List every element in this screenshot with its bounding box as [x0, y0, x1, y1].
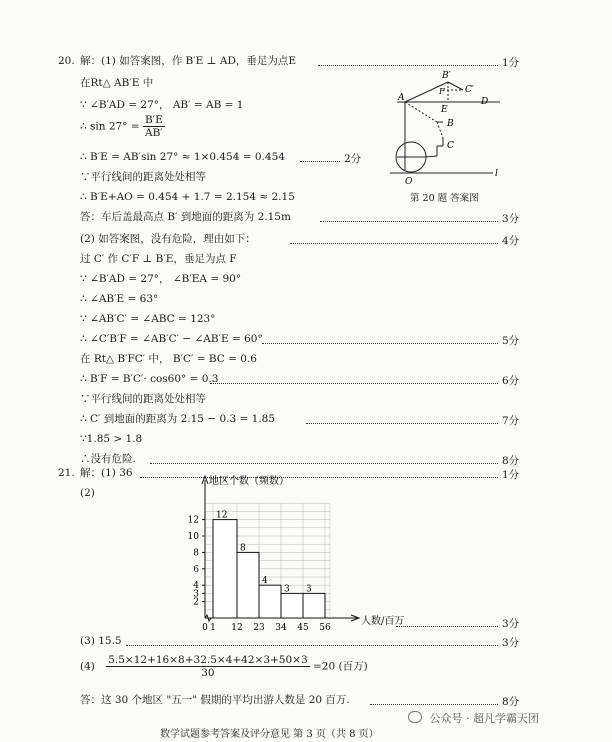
q21-number: 21.	[58, 467, 75, 479]
score-mark: 2分	[344, 153, 362, 165]
sin-prefix: ∴ sin 27° =	[80, 120, 140, 133]
leader-dots	[306, 423, 498, 424]
q20-answer-figure	[385, 60, 505, 205]
fraction-denominator: 30	[201, 667, 215, 679]
x-tick-label: 45	[297, 623, 309, 633]
score-mark: 1分	[502, 469, 520, 481]
page-footer: 数学试题参考答案及评分意见 第 3 页（共 8 页）	[160, 729, 379, 740]
q21-line: (2)	[80, 487, 95, 499]
q20-line: ∴ B′E+AO = 0.454 + 1.7 = 2.154 ≈ 2.15	[80, 191, 295, 203]
x-tick-label: 0	[202, 623, 208, 633]
label-b-prime: B′	[442, 71, 451, 81]
watermark-text: 公众号 · 超凡学霸天团	[429, 712, 539, 725]
q20-line: ∴ B′E = AB′sin 27° ≈ 1×0.454 = 0.454	[80, 151, 285, 163]
watermark	[408, 710, 539, 726]
y-tick-label: 8	[193, 548, 199, 559]
x-axis-title: 人数/百万	[361, 616, 405, 627]
leader-dots	[150, 463, 498, 464]
q21-mean-line	[80, 654, 368, 679]
q20-line: 在 Rt△ B′FC′ 中， B′C′ = BC = 0.6	[80, 353, 257, 365]
q20-line: 在Rt△ AB′E 中	[80, 77, 154, 89]
q20-line: ∴ ∠C′B′F = ∠AB′C′ − ∠AB′E = 60°	[80, 333, 263, 345]
score-mark: 6分	[502, 375, 520, 387]
q20-line: ∵1.85 > 1.8	[80, 433, 143, 445]
y-tick-label: 10	[187, 532, 199, 542]
q20-line: ∵ ∠B′AD = 27°， ∠B′EA = 90°	[80, 273, 242, 285]
q20-part2: (2) 如答案图，没有危险，理由如下：	[80, 233, 256, 245]
score-mark: 8分	[502, 455, 520, 467]
histogram-bar	[303, 593, 325, 618]
label-a: A	[398, 93, 405, 103]
bar-value-label: 12	[216, 510, 228, 521]
histogram-chart	[175, 472, 405, 638]
q20-line: ∵ ∠AB′C′ = ∠ABC = 123°	[80, 313, 216, 325]
score-mark: 8分	[502, 696, 520, 708]
leader-dots	[126, 645, 498, 646]
score-mark: 3分	[502, 637, 520, 649]
x-tick-label: 34	[275, 623, 287, 633]
q20-answer: 答：车后盖最高点 B′ 到地面的距离为 2.15m	[80, 211, 291, 223]
fraction-denominator: AB′	[145, 127, 163, 139]
q20-line: ∴ ∠AB′E = 63°	[80, 293, 159, 305]
score-mark: 7分	[502, 415, 520, 427]
q20-line: ∵平行线间的距离处处相等	[80, 393, 206, 405]
leader-dots	[320, 221, 498, 222]
y-tick-label: 2	[193, 597, 199, 608]
y-tick-label: 6	[193, 564, 199, 575]
histogram-bar	[281, 593, 303, 618]
label-b: B	[447, 119, 454, 129]
q20-line: ∴没有危险.	[80, 453, 136, 465]
q20-line: ∵平行线间的距离处处相等	[80, 171, 206, 183]
score-mark: 3分	[502, 618, 520, 630]
score-mark: 3分	[502, 213, 520, 225]
score-mark: 1分	[502, 57, 520, 69]
q21-line: (3) 15.5	[80, 635, 122, 647]
label-l: l	[495, 169, 498, 179]
wechat-icon	[408, 711, 422, 723]
leader-dots	[262, 343, 498, 344]
q21-line: 解：(1) 36	[80, 467, 133, 479]
figure-caption: 第 20 题 答案图	[410, 193, 479, 204]
q20-number: 20.	[58, 55, 75, 67]
leader-dots	[210, 383, 498, 384]
q20-line: ∴ B′F = B′C′· cos60° = 0.3	[80, 373, 219, 385]
q20-line: ∴ C′ 到地面的距离为 2.15 − 0.3 = 1.85	[80, 413, 276, 425]
fraction	[106, 654, 309, 679]
x-tick-label: 23	[253, 623, 265, 633]
fraction-numerator: 5.5×12+16×8+32.5×4+42×3+50×3	[108, 654, 308, 666]
y-tick-label: 12	[187, 515, 199, 526]
leader-dots	[370, 704, 498, 705]
q20-sin-line	[80, 114, 165, 139]
leader-dots	[290, 243, 498, 244]
label-c: C	[447, 141, 454, 151]
q20-part1-intro: 解：(1) 如答案图，作 B′E ⊥ AD，垂足为点E	[80, 55, 297, 67]
fraction-numerator: B′E	[144, 114, 163, 126]
label-d: D	[481, 97, 489, 107]
histogram-bar	[213, 520, 237, 618]
label-f: F	[439, 87, 445, 96]
score-mark: 4分	[502, 235, 520, 247]
leader-dots	[300, 161, 340, 162]
q20-line: ∵ ∠B′AD = 27°， AB′ = AB = 1	[80, 99, 244, 111]
score-mark: 5分	[502, 335, 520, 347]
bar-value-label: 4	[262, 576, 268, 587]
label-e: E	[441, 105, 448, 115]
label-c-prime: C′	[465, 85, 474, 95]
x-tick-label: 12	[231, 623, 243, 633]
label-o: O	[405, 177, 413, 187]
y-tick-label: 4	[193, 581, 199, 592]
q21-answer: 答：这 30 个地区 "五一" 假期的平均出游人数是 20 百万.	[80, 694, 350, 706]
fraction	[143, 114, 165, 139]
x-tick-label: 56	[319, 623, 331, 633]
mean-result: =20 (百万)	[313, 660, 368, 673]
y-tick-label: 3	[193, 589, 199, 600]
bar-value-label: 3	[284, 584, 290, 595]
part4-label: (4)	[80, 660, 95, 673]
histogram-bar	[237, 552, 259, 618]
histogram-bar	[259, 585, 281, 618]
leader-dots	[396, 626, 498, 627]
bar-value-label: 3	[306, 584, 312, 595]
x-tick-label: 1	[210, 623, 216, 633]
q20-line: 过 C′ 作 C′F ⊥ B′E，垂足为点 F	[80, 253, 237, 265]
bar-value-label: 8	[240, 543, 246, 554]
y-axis-title: 地区个数（频数）	[209, 476, 289, 487]
